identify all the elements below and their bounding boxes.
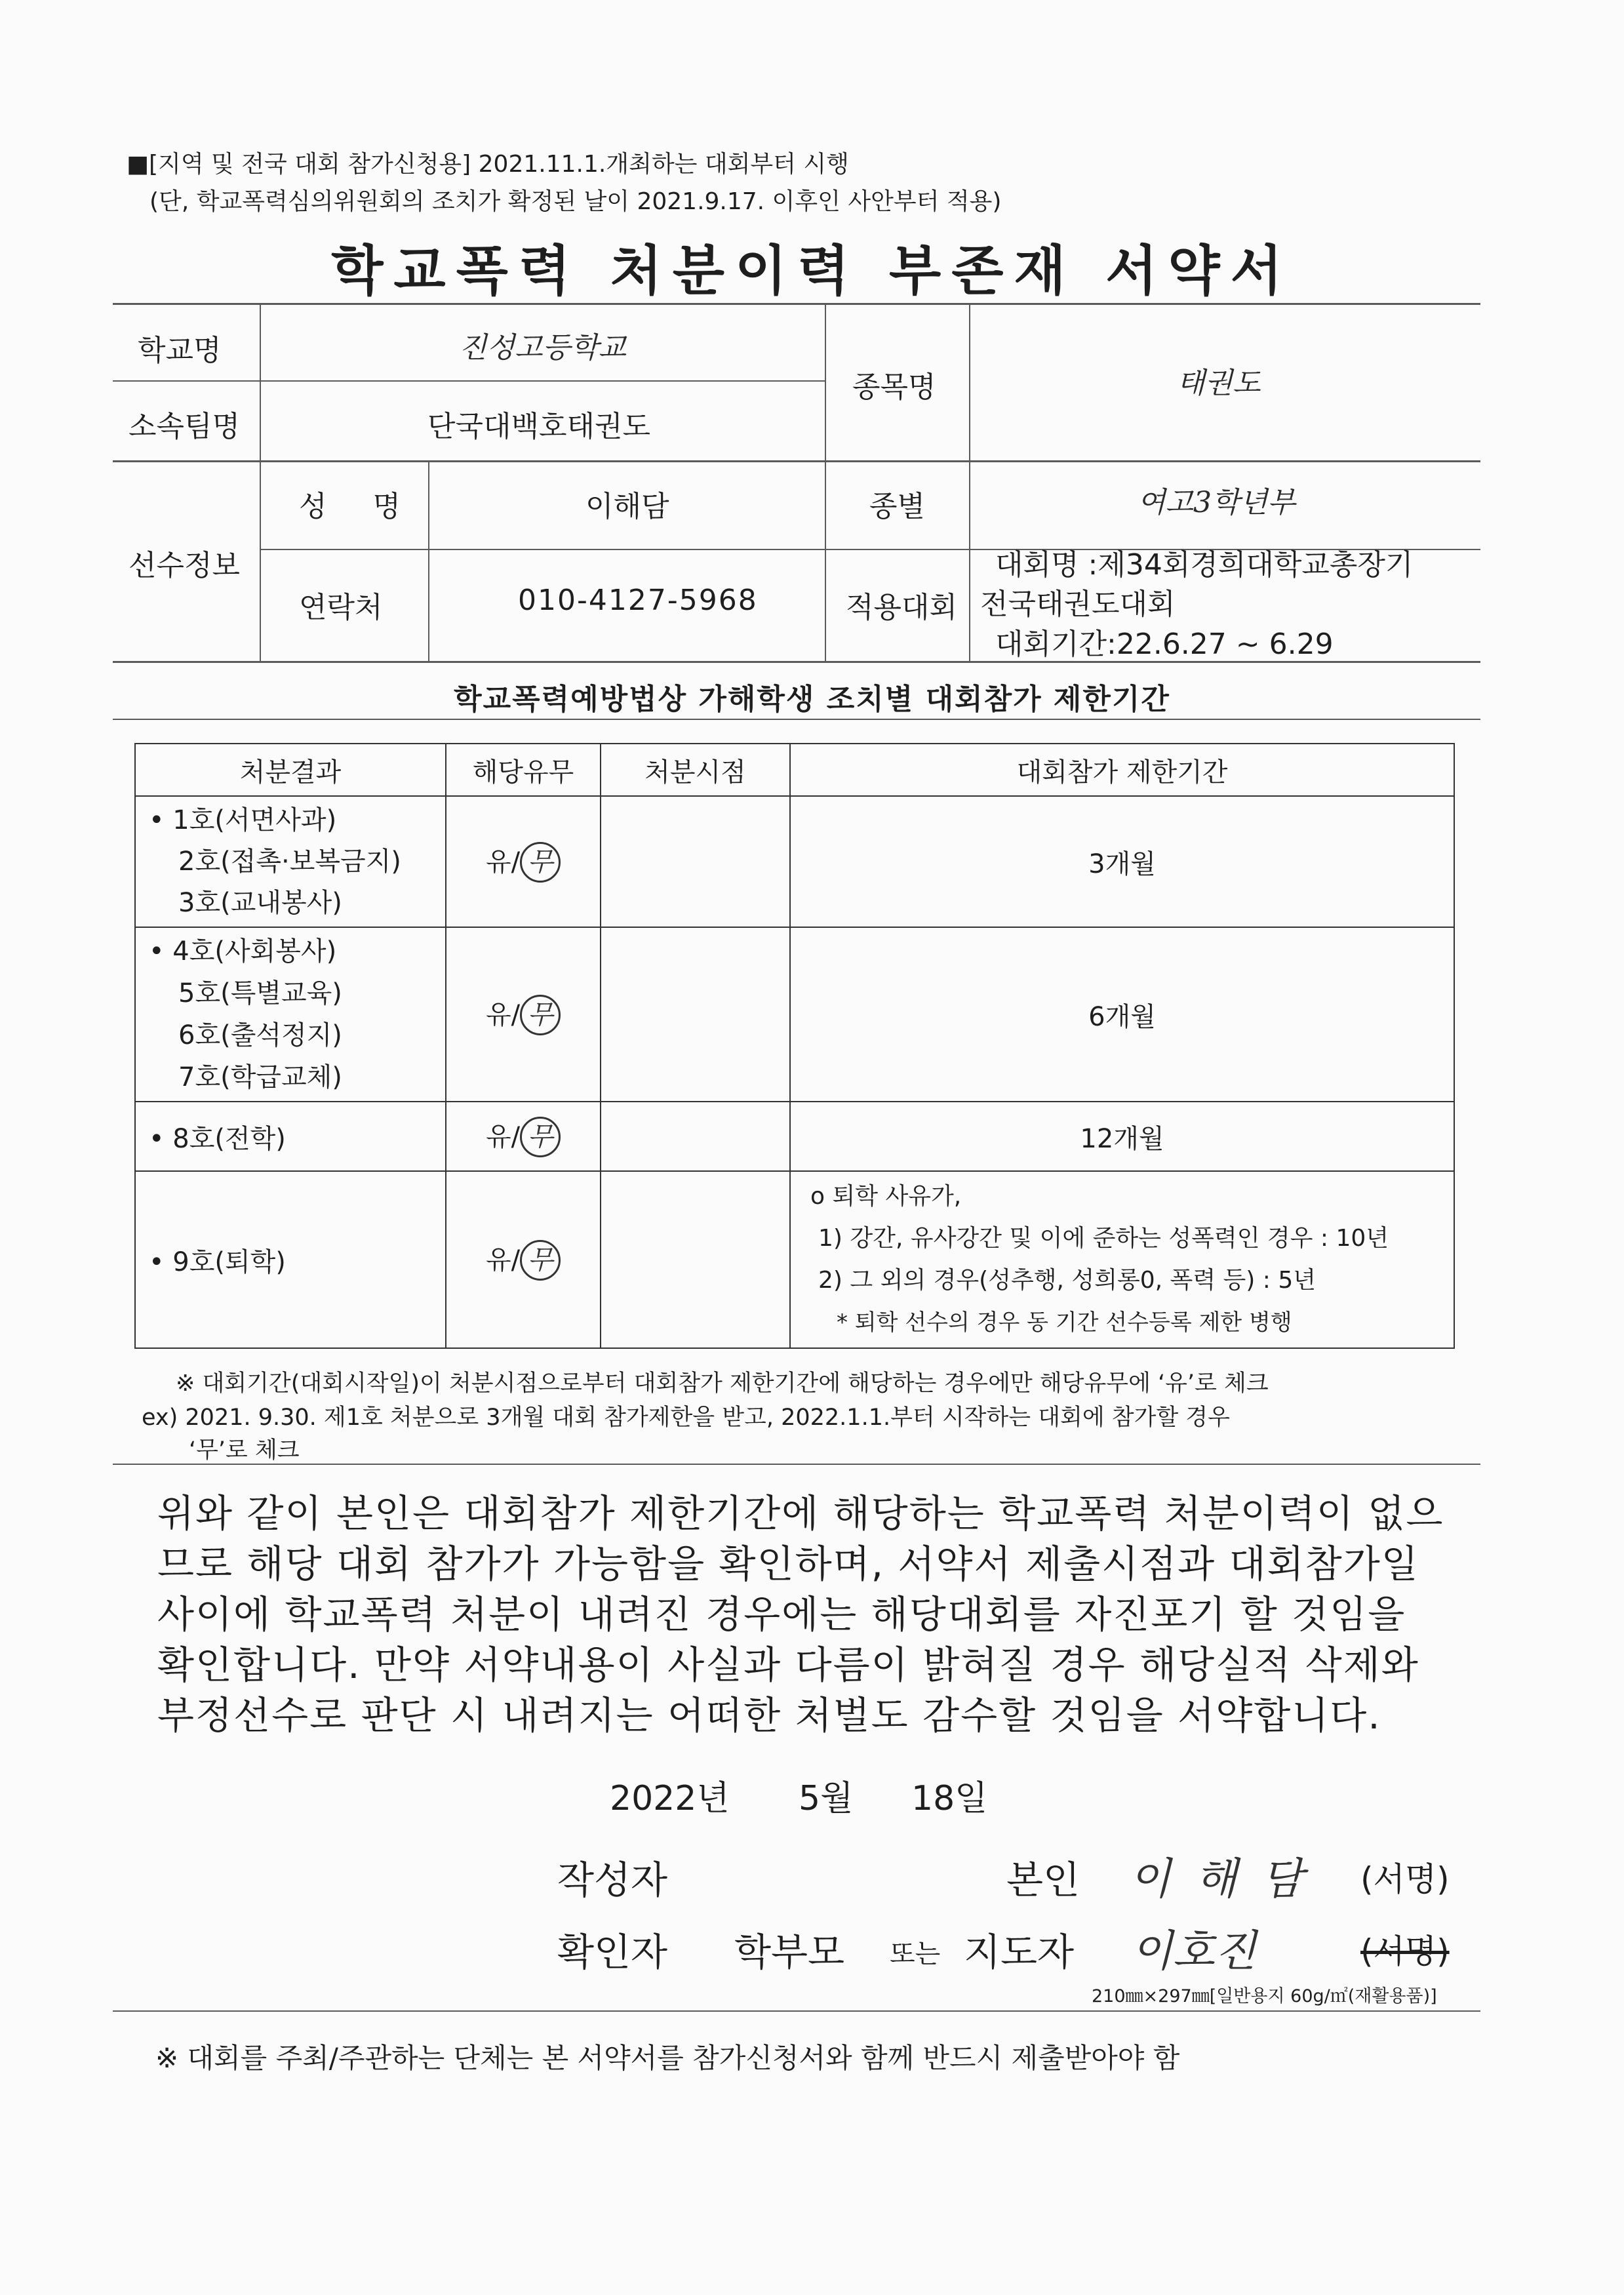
pledge-paragraph xyxy=(157,1488,1488,1741)
pledge-line: 므로 해당 대회 참가가 가능함을 확인하며, 서약서 제출시점과 대회참가일 xyxy=(157,1542,1419,1586)
table-row xyxy=(135,796,1454,927)
info-divider-2 xyxy=(113,460,1480,462)
sign-mark-1: (서명) xyxy=(1360,1860,1450,1898)
sign-mark-2: (서명) xyxy=(1360,1932,1450,1970)
school-value: 진성고등학교 xyxy=(459,331,627,365)
list-item: • 9호(퇴학) xyxy=(149,1247,286,1277)
time-cell xyxy=(601,1102,790,1171)
table-header-row xyxy=(135,744,1454,796)
name-label: 성 명 xyxy=(299,490,419,523)
pledge-line: 사이에 학교폭력 처분이 내려진 경우에는 해당대회를 자진포기 할 것임을 xyxy=(157,1592,1406,1637)
period-cell xyxy=(790,1171,1454,1348)
applicable-cell xyxy=(446,927,601,1102)
school-label: 학교명 xyxy=(138,334,222,367)
pledge-line: 확인합니다. 만약 서약내용이 사실과 다름이 밝혀질 경우 해당실적 삭제와 xyxy=(157,1643,1419,1687)
info-vline-3 xyxy=(825,303,826,661)
applied-competition-label: 적용대회 xyxy=(846,591,958,624)
list-item: 2호(접촉·보복금지) xyxy=(178,846,401,877)
time-cell xyxy=(601,796,790,927)
writer-label: 작성자 xyxy=(557,1858,668,1902)
applicable-cell xyxy=(446,1102,601,1171)
list-item: 3호(교내봉사) xyxy=(178,887,342,918)
period-cell: 12개월 xyxy=(790,1102,1454,1171)
date-month: 5월 xyxy=(799,1779,854,1818)
applied-competition-period: 대회기간:22.6.27 ~ 6.29 xyxy=(995,628,1334,661)
result-cell xyxy=(135,1171,446,1348)
col-header-applicable: 해당유무 xyxy=(446,744,601,796)
time-cell xyxy=(601,1171,790,1348)
no-option-circled: 무 xyxy=(520,1117,561,1157)
yes-option: 유/ xyxy=(485,847,521,877)
list-item: 5호(특별교육) xyxy=(178,978,342,1008)
footer-note: ※ 대회를 주최/주관하는 단체는 본 서약서를 참가신청서와 함께 반드시 제출받아야 함 xyxy=(155,2042,1180,2074)
result-cell xyxy=(135,796,446,927)
event-label: 종목명 xyxy=(852,370,936,404)
table-row xyxy=(135,927,1454,1102)
yes-option: 유/ xyxy=(485,999,521,1030)
applied-competition-name-2: 전국태권도대회 xyxy=(980,588,1176,621)
list-item: 2) 그 외의 경우(성추행, 성희롱0, 폭력 등) : 5년 xyxy=(818,1267,1317,1294)
self-signature: 이 해 담 xyxy=(1129,1854,1309,1904)
no-option-circled: 무 xyxy=(520,995,561,1035)
col-header-time: 처분시점 xyxy=(601,744,790,796)
header-line-2: (단, 학교폭력심의위원회의 조치가 확정된 날이 2021.9.17. 이후인 사안부터 적용) xyxy=(149,188,1002,215)
self-label: 본인 xyxy=(1006,1858,1080,1902)
contact-value: 010-4127-5968 xyxy=(518,584,758,617)
applicable-cell xyxy=(446,1171,601,1348)
restriction-table xyxy=(134,743,1455,1349)
info-vline-1 xyxy=(260,303,261,661)
period-cell: 3개월 xyxy=(790,796,1454,927)
time-cell xyxy=(601,927,790,1102)
col-header-result: 처분결과 xyxy=(135,744,446,796)
no-option-circled: 무 xyxy=(520,1240,561,1281)
bottom-divider xyxy=(113,2010,1480,2012)
list-item: * 퇴학 선수의 경우 동 기간 선수등록 제한 병행 xyxy=(837,1309,1292,1336)
date-day: 18일 xyxy=(911,1779,988,1818)
yes-option: 유/ xyxy=(485,1245,521,1275)
table-row xyxy=(135,1171,1454,1348)
list-item: • 8호(전학) xyxy=(149,1123,286,1154)
pledge-line: 위와 같이 본인은 대회참가 제한기간에 해당하는 학교폭력 처분이력이 없으 xyxy=(157,1491,1444,1536)
no-option-circled: 무 xyxy=(520,842,561,883)
team-value: 단국대백호태권도 xyxy=(427,410,651,443)
table-row xyxy=(135,1102,1454,1171)
info-divider-1 xyxy=(113,380,825,382)
period-cell: 6개월 xyxy=(790,927,1454,1102)
list-item: • 1호(서면사과) xyxy=(149,805,337,835)
class-label: 종별 xyxy=(869,490,926,523)
date-year: 2022년 xyxy=(610,1779,730,1818)
document-title: 학교폭력 처분이력 부존재 서약서 xyxy=(331,240,1293,302)
list-item: 1) 강간, 유사강간 및 이에 준하는 성폭력인 경우 : 10년 xyxy=(818,1225,1389,1252)
or-label: 또는 xyxy=(890,1939,941,1969)
notes-divider xyxy=(113,1464,1480,1465)
note-3: ‘무’로 체크 xyxy=(189,1437,300,1464)
list-item: • 4호(사회봉사) xyxy=(149,936,337,967)
result-cell xyxy=(135,927,446,1102)
list-item: o 퇴학 사유가, xyxy=(810,1183,962,1210)
list-item: 7호(학급교체) xyxy=(178,1062,342,1092)
applied-competition-name: 대회명 :제34회경희대학교총장기 xyxy=(995,548,1414,582)
yes-option: 유/ xyxy=(485,1121,521,1152)
name-value: 이해담 xyxy=(585,490,669,523)
header-line-1: ■[지역 및 전국 대회 참가신청용] 2021.11.1.개최하는 대회부터 시행 xyxy=(127,151,849,178)
player-info-label: 선수정보 xyxy=(129,549,241,582)
restriction-heading-underline xyxy=(113,719,1480,720)
info-vline-2 xyxy=(428,460,429,661)
applicable-cell xyxy=(446,796,601,927)
col-header-period: 대회참가 제한기간 xyxy=(790,744,1454,796)
paper-spec: 210㎜×297㎜[일반용지 60g/㎡(재활용품)] xyxy=(1092,1986,1437,2006)
list-item: 6호(출석정지) xyxy=(178,1020,342,1050)
class-value: 여고3학년부 xyxy=(1138,486,1296,519)
info-top-border xyxy=(113,303,1480,305)
pledge-line: 부정선수로 판단 시 내려지는 어떠한 처벌도 감수할 것임을 서약합니다. xyxy=(157,1693,1381,1738)
info-vline-4 xyxy=(969,303,970,661)
note-2: ex) 2021. 9.30. 제1호 처분으로 3개월 대회 참가제한을 받고, 2022.1.1.부터 시작하는 대회에 참가할 경우 xyxy=(142,1405,1230,1431)
coach-label: 지도자 xyxy=(964,1930,1075,1974)
restriction-heading: 학교폭력예방법상 가해학생 조치별 대회참가 제한기간 xyxy=(454,683,1170,716)
team-label: 소속팀명 xyxy=(129,410,241,443)
event-value: 태권도 xyxy=(1177,367,1261,400)
confirm-label: 확인자 xyxy=(557,1930,668,1974)
result-cell xyxy=(135,1102,446,1171)
contact-label: 연락처 xyxy=(299,591,383,624)
guardian-signature: 이호진 xyxy=(1131,1926,1257,1976)
guardian-label: 학부모 xyxy=(734,1930,845,1974)
note-1: ※ 대회기간(대회시작일)이 처분시점으로부터 대회참가 제한기간에 해당하는 경우에만 해당유무에 ‘유’로 체크 xyxy=(176,1370,1269,1397)
